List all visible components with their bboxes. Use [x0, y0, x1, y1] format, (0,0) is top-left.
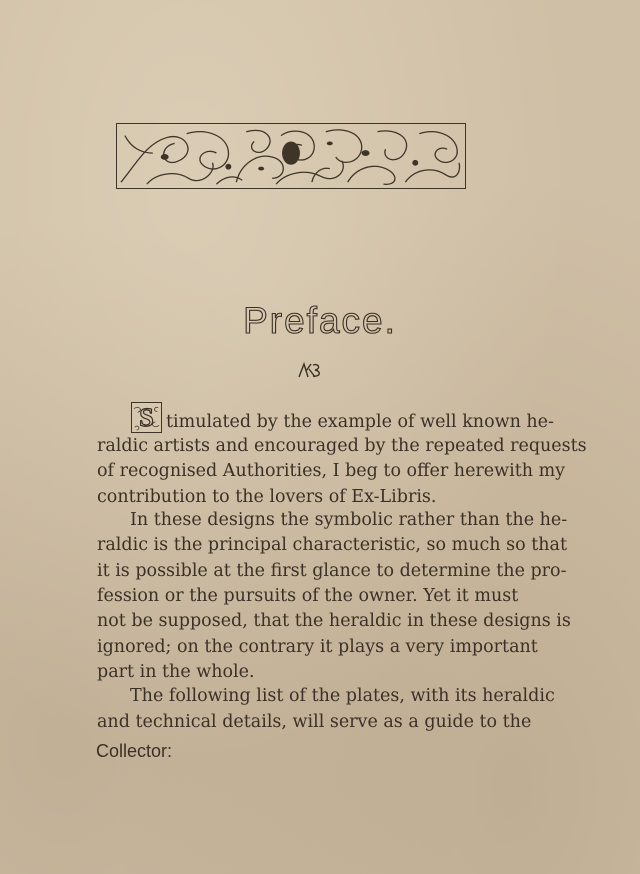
paragraph-line: The following list of the plates, with its heraldic	[130, 686, 555, 706]
paragraph-line: contribution to the lovers of Ex-Libris.	[97, 487, 437, 507]
paragraph-line: fession or the pursuits of the owner. Yet it must	[97, 586, 519, 606]
drop-cap-initial	[131, 402, 162, 433]
paragraph-line: timulated by the example of well known he-	[166, 412, 554, 432]
paragraph-line: of recognised Authorities, I beg to offer herewith my	[97, 461, 566, 481]
drop-cap-letter: S	[139, 402, 154, 432]
paragraph-line: ignored; on the contrary it plays a very important	[97, 637, 538, 657]
closing-line: Collector:	[96, 741, 173, 761]
monogram-icon	[297, 361, 323, 379]
paragraph-line: In these designs the symbolic rather than the he-	[130, 510, 568, 530]
ornamental-headpiece	[116, 123, 466, 189]
paragraph-line: it is possible at the first glance to determine the pro-	[97, 561, 567, 581]
paragraph-line: not be supposed, that the heraldic in these designs is	[97, 611, 571, 631]
paragraph-line: and technical details, will serve as a guide to the	[97, 712, 532, 732]
paragraph-line: raldic artists and encouraged by the repeated requests	[97, 436, 587, 456]
paragraph-line: raldic is the principal characteristic, so much so that	[97, 535, 567, 555]
paragraph-line: part in the whole.	[97, 662, 255, 682]
scrollwork-ornament-icon	[117, 124, 465, 188]
page-title: Preface.	[243, 300, 397, 341]
